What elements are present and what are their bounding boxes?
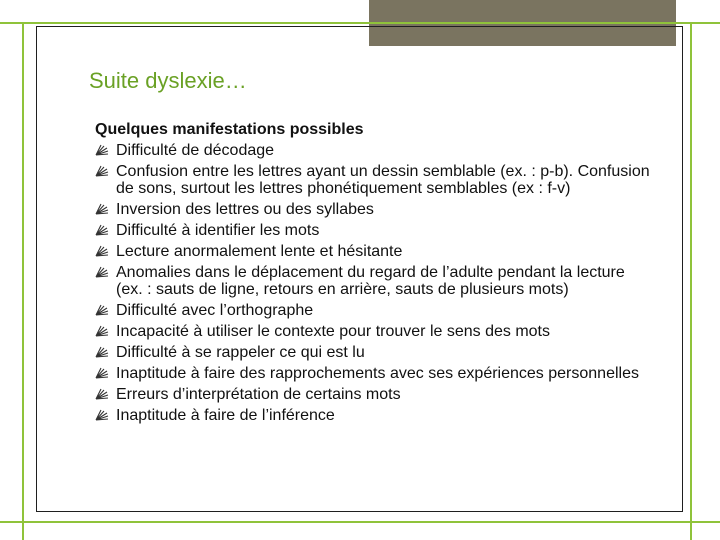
decor-line-right [690, 22, 692, 540]
bullet-text: Confusion entre les lettres ayant un dessin semblable (ex. : p-b). Confusion de sons, surtout les lettres phonétiquement semblables (ex : f-v) [116, 163, 650, 197]
fan-bullet-icon [95, 224, 109, 236]
decor-line-left [22, 22, 24, 540]
list-item [95, 386, 655, 403]
bullet-text: Erreurs d’interprétation de certains mots [116, 386, 401, 403]
fan-bullet-icon [95, 203, 109, 215]
subheading: Quelques manifestations possibles [95, 121, 364, 138]
list-item [95, 323, 655, 340]
bullet-list [95, 142, 655, 424]
fan-bullet-icon [95, 367, 109, 379]
list-item [95, 344, 655, 361]
list-item [95, 243, 655, 260]
list-item [95, 163, 655, 197]
bullet-text: Difficulté de décodage [116, 142, 275, 159]
fan-bullet-icon [95, 388, 109, 400]
bullet-text: Difficulté à se rappeler ce qui est lu [116, 344, 365, 361]
bullet-text: Incapacité à utiliser le contexte pour trouver le sens des mots [116, 323, 550, 340]
fan-bullet-icon [95, 304, 109, 316]
bullet-text: Inaptitude à faire des rapprochements avec ses expériences personnelles [116, 365, 639, 382]
fan-bullet-icon [95, 409, 109, 421]
bullet-text: Anomalies dans le déplacement du regard de l’adulte pendant la lecture (ex. : sauts de ligne, retours en arrière, sauts de plusieurs mots) [116, 264, 625, 298]
decor-line-top [0, 22, 720, 24]
fan-bullet-icon [95, 325, 109, 337]
fan-bullet-icon [95, 144, 109, 156]
list-item [95, 302, 655, 319]
bullet-text: Lecture anormalement lente et hésitante [116, 243, 403, 260]
slide-content [95, 121, 655, 428]
bullet-text: Inaptitude à faire de l’inférence [116, 407, 335, 424]
bullet-text: Inversion des lettres ou des syllabes [116, 201, 374, 218]
slide-title: Suite dyslexie… [89, 68, 247, 93]
bullet-text: Difficulté à identifier les mots [116, 222, 320, 239]
fan-bullet-icon [95, 266, 109, 278]
bullet-text: Difficulté avec l’orthographe [116, 302, 314, 319]
list-item [95, 142, 655, 159]
list-item [95, 365, 655, 382]
list-item [95, 222, 655, 239]
list-item [95, 201, 655, 218]
fan-bullet-icon [95, 346, 109, 358]
decor-line-bottom [0, 521, 720, 523]
fan-bullet-icon [95, 245, 109, 257]
list-item [95, 407, 655, 424]
fan-bullet-icon [95, 165, 109, 177]
list-item [95, 264, 655, 298]
